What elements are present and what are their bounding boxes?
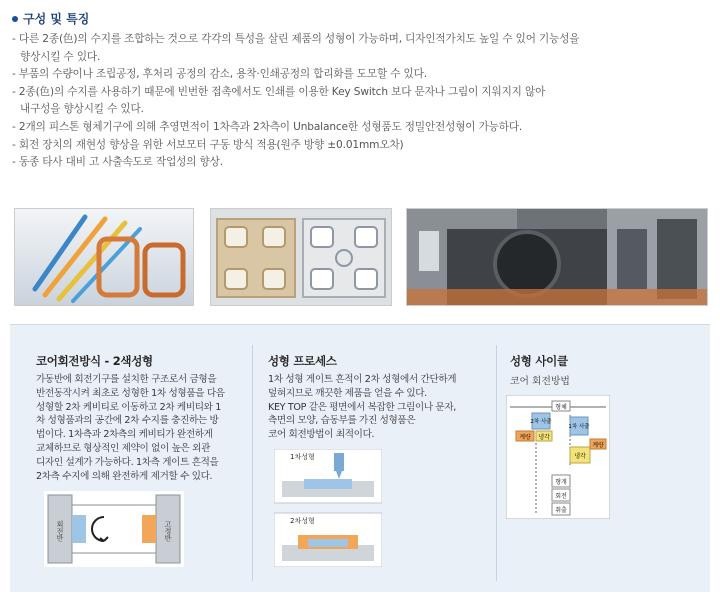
process-column: [268, 353, 488, 442]
body-line: 가동반에 회전기구를 설치한 구조로서 금형을: [36, 374, 217, 385]
cycle-label: 1차 사출: [568, 424, 590, 430]
photo-rotary-machine: [406, 208, 708, 306]
info-panel: [10, 324, 710, 592]
second-shot-label: 2차성형: [290, 517, 315, 525]
cycle-label: 냉각: [574, 453, 586, 460]
cycle-subtitle: 코어 회전방법: [510, 376, 570, 387]
cycle-label: 회전: [555, 493, 567, 500]
core-rotation-column: [36, 353, 246, 483]
bullet-icon: [12, 16, 18, 22]
photo-gasket-frames: [210, 208, 392, 306]
section-heading: [12, 10, 89, 27]
feature-item: - 부품의 수량이나 조립공정, 후처리 공정의 감소, 용착·인쇄공정의 합리화를 도모할 수 있다.: [12, 68, 427, 81]
core-rotation-title: 코어회전방식 - 2색성형: [36, 354, 153, 368]
feature-item: - 2개의 피스톤 형체기구에 의해 추영면적이 1차측과 2차측이 Unbalance한 성형품도 정밀안전성형이 가능하다.: [12, 120, 523, 133]
body-line: 측면의 모양, 습동부를 가진 성형품은: [268, 415, 416, 427]
body-line: 성형할 2차 케비티로 이동하고 2차 케비티와 1: [36, 401, 222, 413]
cycle-column: [510, 353, 700, 393]
cycle-label: 형개: [555, 479, 567, 486]
cycle-diagram: [506, 395, 610, 519]
feature-item: - 2종(色)의 수지를 사용하기 때문에 빈번한 접촉에서도 인쇄를 이용한 Key Switch 보다 문자나 그림이 지워지지 않아: [12, 85, 546, 98]
feature-item: - 회전 장치의 재현성 향상을 위한 서보모터 구동 방식 적용(원주 방향 ±0.01mm오차): [12, 138, 404, 151]
cycle-label: 계량: [592, 442, 604, 449]
left-platen-label: 회전반: [56, 520, 64, 542]
body-line: 1차 성형 게이트 흔적이 2차 성형에서 간단하게: [268, 374, 457, 385]
body-line: 법이다. 1차측과 2차측의 케비티가 완전하게: [36, 429, 213, 441]
first-shot-label: 1차성형: [290, 453, 315, 461]
feature-item: - 동종 타사 대비 고 사출속도로 작업성의 향상.: [12, 156, 223, 169]
process-diagram: [274, 449, 382, 567]
column-divider: [252, 345, 253, 581]
body-line: KEY TOP 같은 평면에서 복잡한 그림이나 문자,: [268, 401, 456, 413]
core-rotation-body: [36, 373, 246, 483]
body-line: 코어 회전방법이 최적이다.: [268, 429, 375, 441]
cycle-label: 형체: [555, 404, 567, 411]
body-line: 2차측 수지에 의해 완전하게 제거할 수 있다.: [36, 470, 213, 482]
cycle-title: 성형 사이클: [510, 354, 568, 368]
process-body: [268, 373, 488, 442]
feature-item: 내구성을 향상시킬 수 있다.: [20, 103, 144, 116]
right-platen-label: 고정반: [164, 520, 172, 542]
body-line: 차 성형품과의 공간에 2차 수지를 충진하는 방: [36, 415, 219, 427]
process-title: 성형 프로세스: [268, 354, 337, 368]
cycle-label: 2차 사출: [530, 419, 552, 425]
feature-item: 향상시킬 수 있다.: [20, 50, 101, 63]
body-line: 교체하므로 형상적인 제약이 없이 높은 외관: [36, 442, 211, 454]
core-rotation-diagram: [44, 491, 184, 567]
body-line: 반전동작시켜 최초로 성형한 1차 성형품을 다음: [36, 387, 225, 399]
body-line: 디자인 설계가 가능하다. 1차측 게이트 흔적을: [36, 456, 219, 468]
feature-item: - 다른 2종(色)의 수지를 조합하는 것으로 각각의 특성을 살린 제품의 성형이 가능하며, 디자인적가치도 높일 수 있어 기능성을: [12, 33, 580, 45]
heading-text: 구성 및 특징: [23, 12, 90, 26]
feature-list: [12, 31, 712, 172]
cycle-label: 취출: [555, 507, 567, 514]
cycle-label: 냉각: [538, 434, 550, 441]
body-line: 덮혀지므로 깨끗한 제품을 얻을 수 있다.: [268, 387, 427, 399]
cycle-label: 계량: [519, 434, 531, 441]
photo-toothbrush-parts: [14, 208, 194, 306]
column-divider: [496, 345, 497, 581]
